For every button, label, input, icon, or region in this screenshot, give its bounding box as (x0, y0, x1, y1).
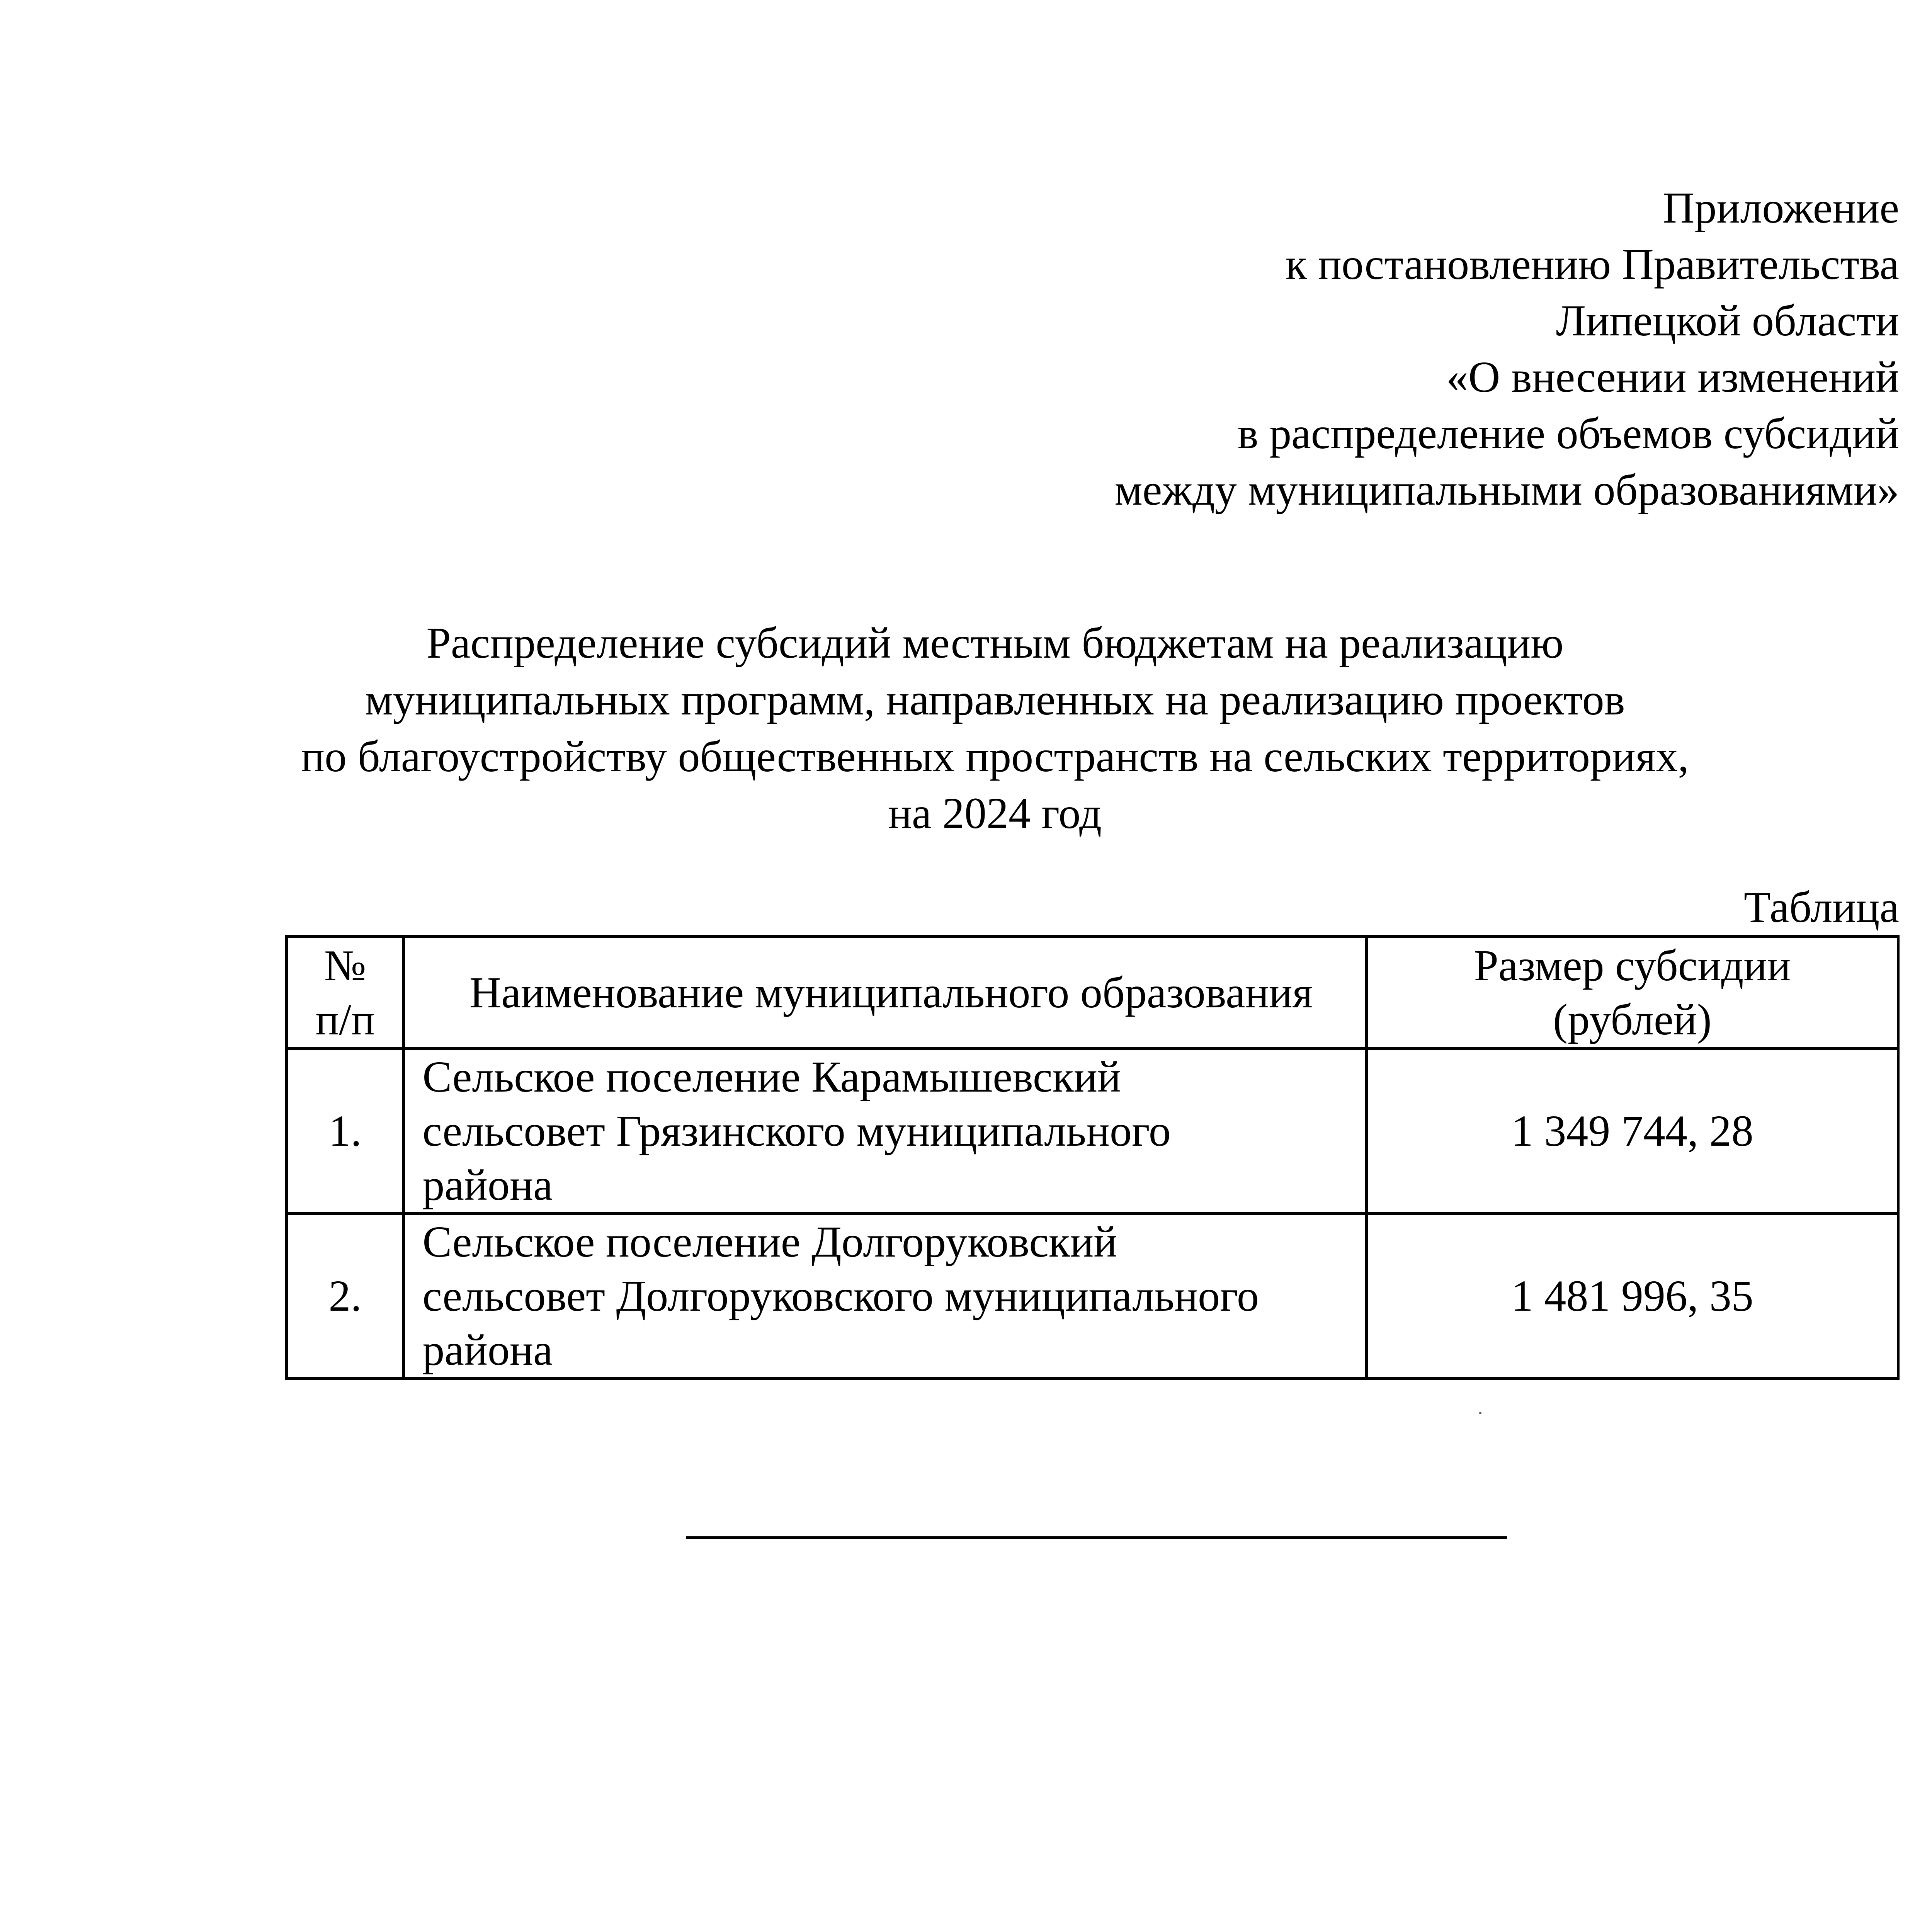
row-municipality-line: Сельское поселение Карамышевский (422, 1052, 1121, 1101)
header-amount-unit: (рублей) (1553, 995, 1712, 1044)
header-amount-label: Размер субсидии (1474, 940, 1791, 990)
row-number: 1. (287, 1049, 404, 1214)
table-caption: Таблица (1743, 883, 1899, 932)
row-municipality (404, 1049, 1366, 1214)
table-row (287, 1214, 1898, 1379)
table-row (287, 1049, 1898, 1214)
header-amount-cell (1366, 937, 1898, 1049)
header-number-abbr: п/п (315, 995, 375, 1044)
document-title-line: муниципальных программ, направленных на реализацию проектов (365, 675, 1625, 724)
header-number-symbol: № (324, 940, 366, 990)
row-municipality-line: района (422, 1325, 553, 1374)
document-title (0, 614, 1932, 842)
appendix-header (1115, 180, 1899, 518)
row-municipality-line: сельсовет Грязинского муниципального (422, 1106, 1171, 1155)
appendix-header-line: Приложение (1663, 183, 1899, 232)
row-amount: 1 349 744, 28 (1366, 1049, 1898, 1214)
document-title-line: по благоустройству общественных пространств на сельских территориях, (301, 732, 1689, 781)
row-municipality (404, 1214, 1366, 1379)
appendix-header-line: к постановлению Правительства (1285, 240, 1899, 289)
header-name-cell: Наименование муниципального образования (404, 937, 1366, 1049)
document-title-line: на 2024 год (888, 789, 1102, 838)
row-municipality-line: сельсовет Долгоруковского муниципального (422, 1271, 1259, 1320)
header-number-cell (287, 937, 404, 1049)
row-municipality-line: Сельское поселение Долгоруковский (422, 1217, 1117, 1266)
appendix-header-line: в распределение объемов субсидий (1237, 409, 1899, 458)
table-header-row (287, 937, 1898, 1049)
appendix-header-line: между муниципальными образованиями» (1114, 465, 1899, 514)
scan-speck (1479, 1412, 1481, 1414)
row-municipality-line: района (422, 1160, 553, 1209)
row-number: 2. (287, 1214, 404, 1379)
subsidy-table (285, 935, 1900, 1380)
appendix-header-line: «О внесении изменений (1446, 352, 1899, 401)
closing-rule (686, 1536, 1507, 1539)
document-title-line: Распределение субсидий местным бюджетам на реализацию (426, 618, 1564, 667)
row-amount: 1 481 996, 35 (1366, 1214, 1898, 1379)
appendix-header-line: Липецкой области (1556, 296, 1899, 345)
